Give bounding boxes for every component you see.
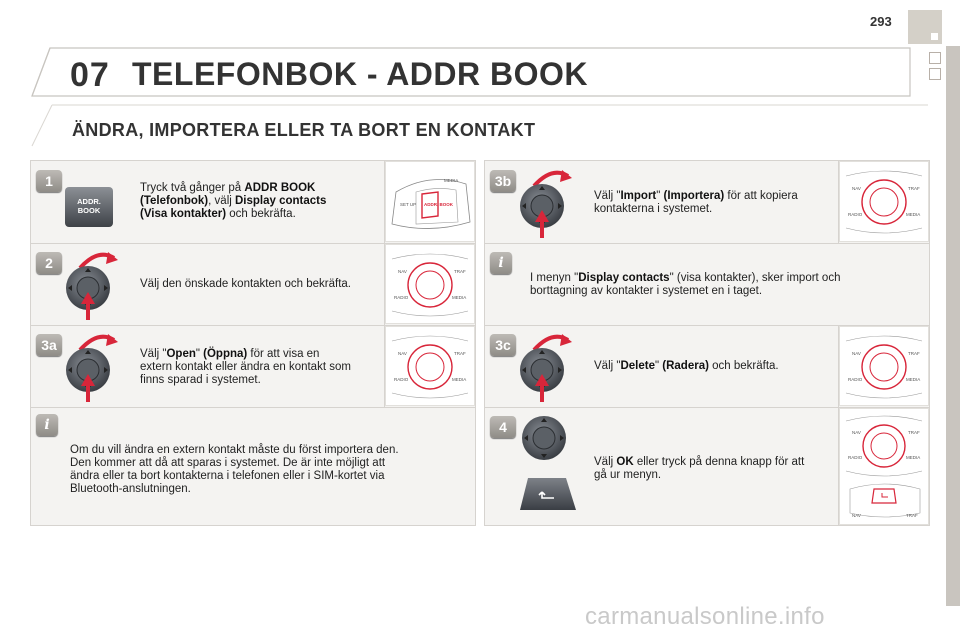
radio-panel-addr-book [385,161,475,242]
step-3c-text: Välj "Delete" (Radera) och bekräfta. [594,360,779,372]
addr-book-button-icon [64,186,114,228]
panel-nav-label: NAV [852,430,861,435]
step-1-text: Tryck två gånger på ADDR BOOK (Telefonbok), välj Display contacts (Visa kontakter) och bekräfta. [140,182,327,220]
side-square-2 [929,68,941,80]
panel-radio-label: RADIO [848,455,863,460]
panel-addrbook-label: ADDR. BOOK [424,202,453,207]
panel-media-label: MEDIA [906,455,921,460]
panel-media-label: MEDIA [444,178,459,183]
back-button-icon [514,474,580,514]
watermark: carmanualsonline.info [585,603,825,630]
panel-traf-label: TRAF [908,430,920,435]
radio-panel-2 [385,244,475,324]
panel-radio-label: RADIO [394,377,409,382]
panel-media-label: MEDIA [906,212,921,217]
step-3b-text: Välj "Import" (Importera) för att kopiera kontakterna i systemet. [594,190,798,215]
info-badge-right: i [490,252,512,274]
panel-traf-label: TRAF [454,351,466,356]
side-bar [946,46,960,606]
panel-media-label: MEDIA [452,295,467,300]
info-badge-left: i [36,414,58,436]
step-2-text: Välj den önskade kontakten och bekräfta. [140,278,351,290]
panel-nav-label: NAV [852,186,861,191]
panel-radio-label: RADIO [394,295,409,300]
radio-panel-4 [839,408,929,525]
step-badge-3a: 3a [36,334,62,356]
step-badge-4: 4 [490,416,516,438]
step-badge-2: 2 [36,252,62,274]
radio-panel-3a [385,326,475,406]
step-badge-1: 1 [36,170,62,192]
panel-media-label: MEDIA [452,377,467,382]
step-4-text: Välj OK eller tryck på denna knapp för att gå ur menyn. [594,456,805,481]
panel-nav-label: NAV [398,351,407,356]
info-left-text: Om du vill ändra en extern kontakt måste du först importera den. Den kommer att då att sparas i systemet. De är inte möjligt att ändra eller ta bort kontakterna i telefonen eller i SIM-kortet via Bluetooth-anslutningen. [70,444,399,495]
panel-radio-label: RADIO [848,377,863,382]
panel-traf-label: TRAF [454,269,466,274]
chapter-number: 07 [70,56,110,94]
panel-radio-label: RADIO [848,212,863,217]
addr-book-button-label-2: BOOK [77,206,101,215]
corner-tab [908,10,942,44]
chapter-title: TELEFONBOK - ADDR BOOK [132,56,589,92]
step-badge-3c: 3c [490,334,516,356]
rotary-knob-icon-2 [62,244,122,326]
page-number: 293 [870,14,892,29]
side-square-1 [929,52,941,64]
rotary-knob-icon-3c [516,326,576,408]
section-title: ÄNDRA, IMPORTERA ELLER TA BORT EN KONTAKT [72,120,536,140]
panel-nav-label: NAV [852,351,861,356]
panel-media-label: MEDIA [906,377,921,382]
step-badge-3b: 3b [490,170,516,192]
step-3a-text: Välj "Open" (Öppna) för att visa en extern kontakt eller ändra en kontakt som finns sparad i systemet. [140,348,351,386]
rotary-knob-icon-3a [62,326,122,408]
panel-nav-label: NAV [398,269,407,274]
panel-traf-label: TRAF [908,351,920,356]
panel-nav-label: NAV [852,513,861,518]
panel-setup-label: SET UP [400,202,417,207]
rotary-knob-icon-3b [516,162,576,244]
radio-panel-3c [839,326,929,406]
radio-panel-3b [839,161,929,242]
addr-book-button-label-1: ADDR. [77,197,101,206]
panel-traf-label: TRAF [908,186,920,191]
rotary-knob-icon-4 [516,410,576,470]
panel-traf-label: TRAF [906,513,918,518]
info-right-text: I menyn "Display contacts" (visa kontakter), sker import och borttagning av kontakter i systemet en i taget. [530,272,841,297]
